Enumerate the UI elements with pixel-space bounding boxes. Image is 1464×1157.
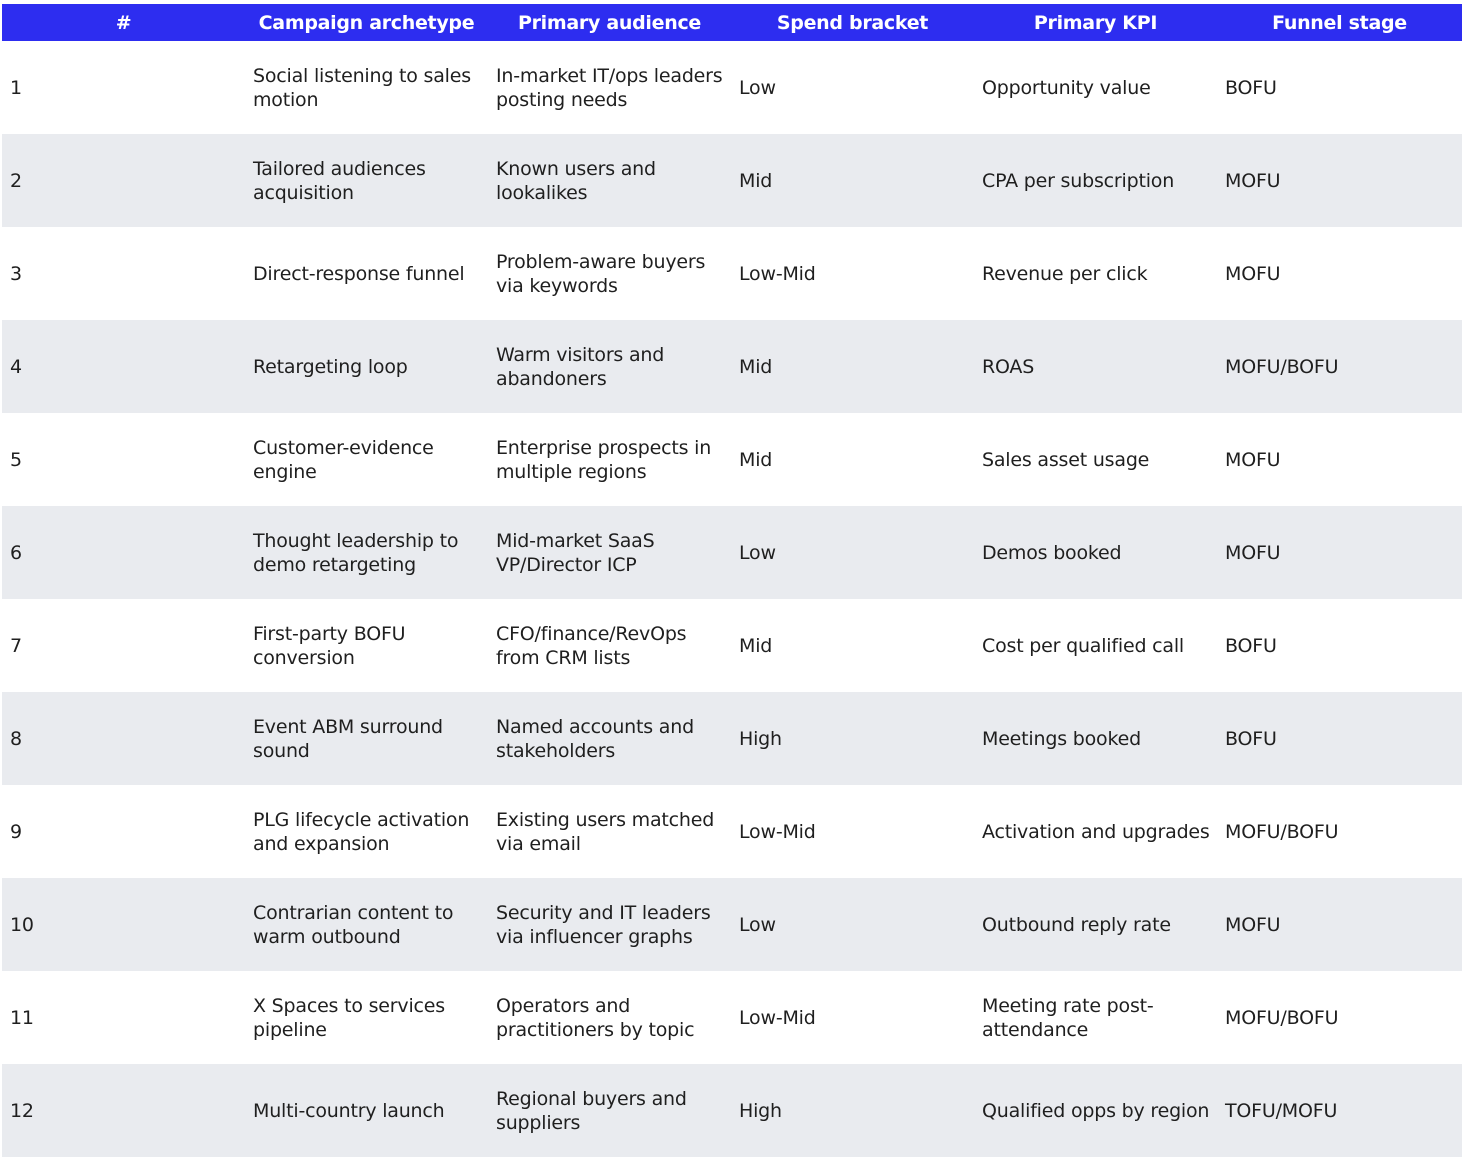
header-funnel-stage: Funnel stage [1272,11,1407,34]
cell-stage: BOFU [1225,727,1277,750]
cell-number: 12 [10,1099,34,1122]
table-body [2,41,1462,1157]
cell-audience: Existing users matched via email [496,808,715,855]
cell-spend: High [739,1099,782,1122]
cell-spend: High [739,727,782,750]
cell-archetype: First-party BOFU conversion [253,622,406,669]
cell-kpi: Outbound reply rate [982,913,1171,936]
campaign-table [2,4,1462,1157]
cell-audience: Security and IT leaders via influencer graphs [496,901,711,948]
cell-spend: Low-Mid [739,820,816,843]
cell-kpi: Sales asset usage [982,448,1150,471]
campaign-table-container [2,4,1462,1157]
table-row [2,1064,1462,1157]
cell-archetype: Tailored audiences acquisition [253,157,426,204]
cell-kpi: ROAS [982,355,1035,378]
cell-archetype: X Spaces to services pipeline [253,994,445,1041]
cell-stage: MOFU [1225,448,1281,471]
cell-kpi: Demos booked [982,541,1122,564]
cell-stage: MOFU [1225,541,1281,564]
cell-number: 9 [10,820,22,843]
table-row [2,506,1462,599]
cell-audience: Known users and lookalikes [496,157,656,204]
cell-number: 6 [10,541,22,564]
cell-spend: Mid [739,355,773,378]
cell-stage: BOFU [1225,76,1277,99]
cell-spend: Mid [739,169,773,192]
cell-number: 10 [10,913,34,936]
table-row [2,134,1462,227]
cell-stage: MOFU/BOFU [1225,355,1339,378]
cell-stage: BOFU [1225,634,1277,657]
cell-audience: Named accounts and stakeholders [496,715,694,762]
cell-archetype: Direct-response funnel [253,262,465,285]
cell-kpi: Cost per qualified call [982,634,1184,657]
cell-number: 1 [10,76,22,99]
header-campaign-archetype: Campaign archetype [258,11,475,34]
cell-audience: CFO/finance/RevOps from CRM lists [496,622,687,669]
cell-spend: Mid [739,448,773,471]
cell-audience: Regional buyers and suppliers [496,1087,687,1134]
cell-audience: Problem-aware buyers via keywords [496,250,706,297]
cell-stage: MOFU [1225,913,1281,936]
cell-number: 7 [10,634,22,657]
cell-number: 8 [10,727,22,750]
table-row [2,692,1462,785]
cell-number: 11 [10,1006,34,1029]
cell-audience: In-market IT/ops leaders posting needs [496,64,723,111]
cell-stage: TOFU/MOFU [1225,1099,1338,1122]
cell-archetype: Contrarian content to warm outbound [253,901,454,948]
header-primary-kpi: Primary KPI [1033,11,1158,34]
cell-spend: Low [739,76,776,99]
cell-spend: Low-Mid [739,1006,816,1029]
cell-archetype: PLG lifecycle activation and expansion [253,808,470,855]
cell-kpi: Activation and upgrades [982,820,1210,843]
cell-audience: Mid-market SaaS VP/Director ICP [496,529,655,576]
cell-number: 3 [10,262,22,285]
table-row [2,413,1462,506]
table-row [2,971,1462,1064]
cell-archetype: Multi-country launch [253,1099,445,1122]
cell-audience: Operators and practitioners by topic [496,994,695,1041]
cell-spend: Low [739,541,776,564]
cell-audience: Enterprise prospects in multiple regions [496,436,712,483]
cell-spend: Mid [739,634,773,657]
cell-archetype: Thought leadership to demo retargeting [253,529,459,576]
cell-number: 5 [10,448,22,471]
table-row [2,320,1462,413]
header-spend-bracket: Spend bracket [776,11,929,34]
cell-kpi: CPA per subscription [982,169,1175,192]
header-row [2,4,1462,41]
cell-kpi: Meeting rate post-attendance [982,994,1154,1041]
cell-number: 4 [10,355,22,378]
table-row [2,227,1462,320]
table-header [2,4,1462,41]
table-row [2,878,1462,971]
cell-stage: MOFU/BOFU [1225,820,1339,843]
cell-spend: Low [739,913,776,936]
cell-kpi: Opportunity value [982,76,1151,99]
table-row [2,785,1462,878]
cell-kpi: Qualified opps by region [982,1099,1210,1122]
cell-stage: MOFU [1225,169,1281,192]
cell-number: 2 [10,169,22,192]
table-row [2,599,1462,692]
cell-archetype: Event ABM surround sound [253,715,443,762]
cell-audience: Warm visitors and abandoners [496,343,665,390]
cell-kpi: Meetings booked [982,727,1141,750]
header-number: # [115,11,132,34]
cell-archetype: Customer-evidence engine [253,436,434,483]
cell-stage: MOFU/BOFU [1225,1006,1339,1029]
cell-kpi: Revenue per click [982,262,1148,285]
cell-archetype: Retargeting loop [253,355,408,378]
header-primary-audience: Primary audience [517,11,702,34]
cell-stage: MOFU [1225,262,1281,285]
cell-archetype: Social listening to sales motion [253,64,471,111]
cell-spend: Low-Mid [739,262,816,285]
table-row [2,41,1462,134]
